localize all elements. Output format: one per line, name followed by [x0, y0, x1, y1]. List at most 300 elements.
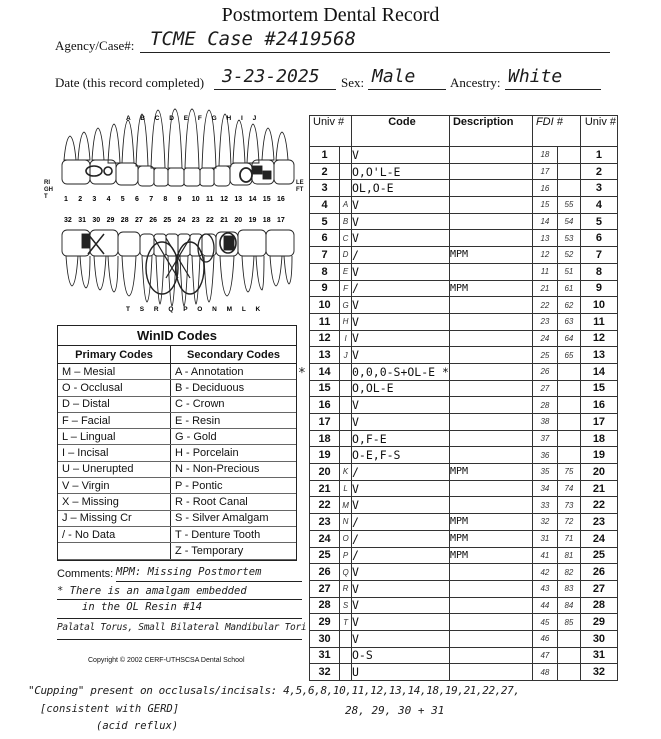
- description-entry[interactable]: [449, 564, 532, 581]
- univ-number: 24: [310, 530, 340, 547]
- univ-number-right: 3: [580, 180, 617, 197]
- code-entry[interactable]: V: [352, 414, 450, 431]
- univ-number-right: 15: [580, 380, 617, 397]
- primary-letter: [340, 397, 352, 414]
- primary-letter: C: [340, 230, 352, 247]
- univ-number-right: 4: [580, 197, 617, 214]
- tooth-row: [310, 547, 618, 564]
- univ-number: 21: [310, 480, 340, 497]
- description-entry[interactable]: [449, 497, 532, 514]
- tooth-number-label: 25: [163, 217, 172, 224]
- fdi-deciduous-number: 73: [557, 497, 580, 514]
- univ-number: 19: [310, 447, 340, 464]
- code-entry[interactable]: V: [352, 580, 450, 597]
- description-entry[interactable]: [449, 597, 532, 614]
- lower-letters: T S R Q P O N M L K: [126, 306, 265, 313]
- comments-underline-2: [57, 599, 302, 600]
- univ-number: 6: [310, 230, 340, 247]
- fdi-deciduous-number: 71: [557, 530, 580, 547]
- univ-number: 8: [310, 263, 340, 280]
- code-entry[interactable]: V: [352, 213, 450, 230]
- primary-letter: [340, 430, 352, 447]
- univ-number-right: 18: [580, 430, 617, 447]
- primary-code: / - No Data: [58, 526, 171, 542]
- description-entry[interactable]: MPM: [449, 247, 532, 264]
- right-side-label: RIGHT: [44, 180, 53, 200]
- fdi-deciduous-number: [557, 363, 580, 380]
- primary-code: D – Distal: [58, 396, 171, 412]
- tooth-row: [310, 614, 618, 631]
- tooth-number-label: 5: [120, 196, 125, 203]
- description-entry[interactable]: [449, 147, 532, 164]
- tooth-record-table: [309, 115, 618, 681]
- univ-number: 22: [310, 497, 340, 514]
- description-entry[interactable]: MPM: [449, 547, 532, 564]
- code-entry[interactable]: /: [352, 280, 450, 297]
- code-entry[interactable]: /: [352, 547, 450, 564]
- univ-number: 5: [310, 213, 340, 230]
- secondary-code: G - Gold: [171, 429, 297, 445]
- sex-underline: [368, 89, 446, 90]
- fdi-number: 28: [532, 397, 557, 414]
- primary-letter: E: [340, 263, 352, 280]
- description-entry[interactable]: [449, 180, 532, 197]
- tooth-row: [310, 330, 618, 347]
- winid-table: [58, 346, 296, 560]
- tooth-row: [310, 464, 618, 481]
- description-entry[interactable]: MPM: [449, 514, 532, 531]
- code-entry[interactable]: V: [352, 564, 450, 581]
- code-entry[interactable]: V: [352, 230, 450, 247]
- tooth-number-label: 2: [78, 196, 83, 203]
- description-entry[interactable]: [449, 363, 532, 380]
- tooth-number-label: 1: [64, 196, 68, 203]
- tooth-number-label: 30: [92, 217, 101, 224]
- secondary-code: Z - Temporary: [171, 543, 297, 559]
- primary-code: V – Virgin: [58, 478, 171, 494]
- primary-letter: N: [340, 514, 352, 531]
- fdi-deciduous-number: [557, 397, 580, 414]
- univ-number: 2: [310, 163, 340, 180]
- univ-number-right: 12: [580, 330, 617, 347]
- code-entry[interactable]: OL,O-E: [352, 180, 450, 197]
- code-entry[interactable]: /: [352, 530, 450, 547]
- fdi-number: 27: [532, 380, 557, 397]
- fdi-number: 22: [532, 297, 557, 314]
- ancestry-value[interactable]: White: [508, 66, 563, 87]
- code-entry[interactable]: V: [352, 397, 450, 414]
- fdi-number: 24: [532, 330, 557, 347]
- tooth-number-label: 12: [220, 196, 228, 203]
- univ-number-right: 30: [580, 630, 617, 647]
- description-entry[interactable]: [449, 313, 532, 330]
- univ-number-right: 29: [580, 614, 617, 631]
- primary-letter: B: [340, 213, 352, 230]
- primary-letter: A: [340, 197, 352, 214]
- primary-letter: G: [340, 297, 352, 314]
- comments-line1[interactable]: MPM: Missing Postmortem: [116, 566, 262, 578]
- tooth-number-label: 4: [106, 196, 111, 203]
- footer-line3[interactable]: (acid reflux): [96, 720, 179, 732]
- primary-letter: I: [340, 330, 352, 347]
- tooth-number-label: 24: [177, 217, 186, 224]
- univ-number-right: 23: [580, 514, 617, 531]
- univ-number-right: 25: [580, 547, 617, 564]
- fdi-deciduous-number: [557, 380, 580, 397]
- primary-letter: [340, 630, 352, 647]
- fdi-deciduous-number: 63: [557, 313, 580, 330]
- tooth-number-label: 15: [262, 196, 271, 203]
- tooth-row: [310, 213, 618, 230]
- primary-code: U – Unerupted: [58, 461, 171, 477]
- univ-number: 26: [310, 564, 340, 581]
- description-entry[interactable]: MPM: [449, 530, 532, 547]
- univ-number-right: 8: [580, 263, 617, 280]
- primary-code: O - Occlusal: [58, 380, 171, 396]
- tooth-number-label: 17: [277, 217, 285, 224]
- description-entry[interactable]: [449, 414, 532, 431]
- comments-line4[interactable]: Palatal Torus, Small Bilateral Mandibular Tori: [57, 622, 307, 633]
- tooth-number-label: 23: [191, 217, 200, 224]
- comments-underline-3: [57, 618, 302, 619]
- sex-label: Sex:: [341, 75, 365, 90]
- comments-line2[interactable]: * There is an amalgam embedded: [57, 585, 247, 597]
- tooth-number-label: 31: [78, 217, 86, 224]
- fdi-deciduous-number: 84: [557, 597, 580, 614]
- univ-number: 4: [310, 197, 340, 214]
- fdi-deciduous-number: 65: [557, 347, 580, 364]
- fdi-deciduous-number: 62: [557, 297, 580, 314]
- winid-row: [58, 543, 296, 559]
- description-entry[interactable]: MPM: [449, 464, 532, 481]
- tooth-row: [310, 313, 618, 330]
- fdi-deciduous-number: [557, 630, 580, 647]
- agency-value[interactable]: TCME Case #2419568: [150, 28, 356, 50]
- tooth-number-label: 16: [277, 196, 285, 203]
- tooth-number-label: 11: [206, 196, 214, 203]
- code-entry[interactable]: 0,0,0-S+OL-E *: [352, 364, 449, 379]
- tooth-row: [310, 280, 618, 297]
- fdi-deciduous-number: [557, 447, 580, 464]
- tooth-row: [310, 497, 618, 514]
- code-entry[interactable]: V: [352, 297, 450, 314]
- fdi-deciduous-number: [557, 147, 580, 164]
- univ-number-right: 28: [580, 597, 617, 614]
- code-entry[interactable]: O-E,F-S: [352, 447, 450, 464]
- description-entry[interactable]: [449, 630, 532, 647]
- univ-number-right: 26: [580, 564, 617, 581]
- code-entry[interactable]: V: [352, 263, 450, 280]
- tooth-row: [310, 530, 618, 547]
- fdi-deciduous-number: 54: [557, 213, 580, 230]
- primary-code: J – Missing Cr: [58, 510, 171, 526]
- fdi-number: 36: [532, 447, 557, 464]
- univ-number-right: 19: [580, 447, 617, 464]
- univ-number: 23: [310, 514, 340, 531]
- tooth-row: [310, 664, 618, 681]
- tooth-row: [310, 514, 618, 531]
- tooth-row: [310, 197, 618, 214]
- tooth-number-label: 29: [106, 217, 115, 224]
- code-header: Code: [352, 116, 450, 147]
- comments-underline-4: [57, 639, 302, 640]
- primary-code: I – Incisal: [58, 445, 171, 461]
- univ-number-right: 14: [580, 363, 617, 380]
- description-entry[interactable]: [449, 330, 532, 347]
- tooth-row: [310, 430, 618, 447]
- univ-number-right: 17: [580, 414, 617, 431]
- description-entry[interactable]: [449, 480, 532, 497]
- univ-number-right: 1: [580, 147, 617, 164]
- code-entry[interactable]: V: [352, 347, 450, 364]
- code-entry[interactable]: V: [352, 313, 450, 330]
- secondary-code: H - Porcelain: [171, 445, 297, 461]
- code-entry[interactable]: /: [352, 514, 450, 531]
- tooth-row: [310, 580, 618, 597]
- univ-number: 12: [310, 330, 340, 347]
- tooth-row: [310, 180, 618, 197]
- primary-letter: L: [340, 480, 352, 497]
- univ-number: 25: [310, 547, 340, 564]
- tooth-row: [310, 247, 618, 264]
- univ-number-right: 6: [580, 230, 617, 247]
- tooth-number-label: 27: [135, 217, 143, 224]
- univ-number-right: 10: [580, 297, 617, 314]
- tooth-number-label: 3: [92, 196, 97, 203]
- winid-row: [58, 510, 296, 526]
- primary-code: [58, 543, 171, 559]
- fdi-number: 35: [532, 464, 557, 481]
- univ-number-right: 16: [580, 397, 617, 414]
- tooth-row: [310, 147, 618, 164]
- fdi-number: 18: [532, 147, 557, 164]
- primary-code: L – Lingual: [58, 429, 171, 445]
- description-entry[interactable]: [449, 664, 532, 681]
- description-entry[interactable]: [449, 347, 532, 364]
- fdi-number: 41: [532, 547, 557, 564]
- secondary-code: E - Resin: [171, 412, 297, 428]
- description-entry[interactable]: [449, 263, 532, 280]
- footer-line1[interactable]: "Cupping" present on occlusals/incisals: 4,5,6,8,10,11,12,13,14,18,19,21,22,27,: [28, 684, 520, 697]
- fdi-deciduous-number: [557, 414, 580, 431]
- description-entry[interactable]: [449, 297, 532, 314]
- fdi-number: 43: [532, 580, 557, 597]
- univ-number-right: 20: [580, 464, 617, 481]
- agency-label: Agency/Case#:: [55, 38, 135, 53]
- univ-number: 9: [310, 280, 340, 297]
- tooth-number-label: 28: [120, 217, 129, 224]
- tooth-row: [310, 397, 618, 414]
- date-underline: [214, 89, 336, 90]
- fdi-number: 32: [532, 514, 557, 531]
- univ-header: Univ #: [310, 116, 352, 147]
- date-value[interactable]: 3-23-2025: [222, 66, 320, 87]
- code-entry[interactable]: V: [352, 330, 450, 347]
- winid-row: [58, 494, 296, 510]
- tooth-row: [310, 347, 618, 364]
- primary-letter: [340, 147, 352, 164]
- tooth-row: [310, 297, 618, 314]
- fdi-deciduous-number: 53: [557, 230, 580, 247]
- fdi-number: 37: [532, 430, 557, 447]
- code-entry[interactable]: V: [352, 497, 450, 514]
- fdi-deciduous-number: [557, 647, 580, 664]
- winid-row: [58, 445, 296, 461]
- primary-letter: Q: [340, 564, 352, 581]
- univ-number: 32: [310, 664, 340, 681]
- code-entry[interactable]: V: [352, 630, 450, 647]
- code-entry[interactable]: V: [352, 147, 450, 164]
- code-entry[interactable]: O,OL-E: [352, 380, 450, 397]
- tooth-row: [310, 163, 618, 180]
- secondary-code: R - Root Canal: [171, 494, 297, 510]
- comments-label: Comments:: [57, 568, 114, 580]
- fdi-number: 38: [532, 414, 557, 431]
- winid-row: [58, 526, 296, 542]
- description-entry[interactable]: [449, 614, 532, 631]
- secondary-code: S - Silver Amalgam: [171, 510, 297, 526]
- footer-line2[interactable]: [consistent with GERD]: [40, 703, 180, 715]
- comments-line3[interactable]: in the OL Resin #14: [82, 601, 203, 613]
- footer-line2b[interactable]: 28, 29, 30 + 31: [345, 704, 445, 717]
- fdi-number: 16: [532, 180, 557, 197]
- winid-row: [58, 396, 296, 412]
- fdi-number: 26: [532, 363, 557, 380]
- description-entry[interactable]: [449, 430, 532, 447]
- tooth-number-label: 14: [248, 196, 257, 203]
- description-entry[interactable]: [449, 647, 532, 664]
- description-header: Description: [449, 116, 532, 147]
- fdi-deciduous-number: 61: [557, 280, 580, 297]
- fdi-number: 45: [532, 614, 557, 631]
- fdi-number: 23: [532, 313, 557, 330]
- upper-letters: A B C D E F G H I J: [126, 115, 261, 122]
- lower-tooth-numbers: [64, 217, 285, 224]
- primary-letter: D: [340, 247, 352, 264]
- primary-letter: [340, 363, 352, 380]
- fdi-number: 21: [532, 280, 557, 297]
- primary-letter: [340, 647, 352, 664]
- fdi-deciduous-number: [557, 430, 580, 447]
- tooth-number-label: 9: [177, 196, 182, 203]
- winid-row: [58, 429, 296, 445]
- left-side-label: LEFT: [296, 180, 304, 193]
- code-entry[interactable]: V: [352, 197, 450, 214]
- code-entry[interactable]: O,F-E: [352, 430, 450, 447]
- code-entry[interactable]: /: [352, 247, 450, 264]
- winid-codes-box: [57, 325, 297, 561]
- description-entry[interactable]: [449, 197, 532, 214]
- fdi-number: 33: [532, 497, 557, 514]
- primary-code: F – Facial: [58, 412, 171, 428]
- primary-letter: M: [340, 497, 352, 514]
- univ-number: 3: [310, 180, 340, 197]
- univ-number-right: 7: [580, 247, 617, 264]
- description-entry[interactable]: [449, 447, 532, 464]
- univ-number-right: 9: [580, 280, 617, 297]
- primary-letter: O: [340, 530, 352, 547]
- tooth-row: [310, 597, 618, 614]
- fdi-number: 44: [532, 597, 557, 614]
- ancestry-label: Ancestry:: [450, 75, 501, 90]
- tooth-row: [310, 447, 618, 464]
- tooth-row: [310, 380, 618, 397]
- primary-code: X – Missing: [58, 494, 171, 510]
- secondary-code: N - Non-Precious: [171, 461, 297, 477]
- secondary-code: C - Crown: [171, 396, 297, 412]
- tooth-row: [310, 564, 618, 581]
- description-entry[interactable]: MPM: [449, 280, 532, 297]
- description-entry[interactable]: [449, 213, 532, 230]
- fdi-number: 17: [532, 163, 557, 180]
- description-entry[interactable]: [449, 397, 532, 414]
- univ-number-right: 22: [580, 497, 617, 514]
- primary-letter: P: [340, 547, 352, 564]
- code-entry[interactable]: O,O'L-E: [352, 163, 450, 180]
- fdi-deciduous-number: 72: [557, 514, 580, 531]
- code-entry[interactable]: O-S: [352, 647, 450, 664]
- fdi-number: 12: [532, 247, 557, 264]
- primary-letter: [340, 447, 352, 464]
- dental-chart: [56, 108, 296, 318]
- primary-codes-header: Primary Codes: [58, 346, 171, 364]
- fdi-deciduous-number: 83: [557, 580, 580, 597]
- winid-title: WinID Codes: [58, 326, 296, 346]
- tooth-row: [310, 363, 618, 380]
- tooth-number-label: 10: [191, 196, 200, 203]
- code-entry[interactable]: V: [352, 480, 450, 497]
- comments-underline-1: [116, 581, 302, 582]
- winid-row: [58, 364, 296, 380]
- secondary-codes-header: Secondary Codes: [171, 346, 297, 364]
- description-entry[interactable]: [449, 230, 532, 247]
- univ-number: 28: [310, 597, 340, 614]
- winid-row: [58, 412, 296, 428]
- code-entry[interactable]: V: [352, 597, 450, 614]
- primary-letter: [340, 180, 352, 197]
- tooth-number-label: 20: [234, 217, 243, 224]
- primary-letter: H: [340, 313, 352, 330]
- fdi-deciduous-number: [557, 664, 580, 681]
- univ-number: 16: [310, 397, 340, 414]
- univ-number: 27: [310, 580, 340, 597]
- fdi-number: 31: [532, 530, 557, 547]
- tooth-number-label: 6: [135, 196, 139, 203]
- tooth-number-label: 32: [64, 217, 72, 224]
- univ-number-right: 31: [580, 647, 617, 664]
- univ-number: 15: [310, 380, 340, 397]
- code-entry[interactable]: U: [352, 664, 450, 681]
- tooth-row: [310, 263, 618, 280]
- description-entry[interactable]: [449, 380, 532, 397]
- primary-letter: R: [340, 580, 352, 597]
- winid-row: [58, 380, 296, 396]
- description-entry[interactable]: [449, 163, 532, 180]
- tooth-number-label: 18: [262, 217, 271, 224]
- fdi-deciduous-number: 51: [557, 263, 580, 280]
- univ-number: 18: [310, 430, 340, 447]
- fdi-deciduous-number: 82: [557, 564, 580, 581]
- fdi-header: FDI #: [532, 116, 580, 147]
- code-entry[interactable]: V: [352, 614, 450, 631]
- description-entry[interactable]: [449, 580, 532, 597]
- univ-number-right: 27: [580, 580, 617, 597]
- fdi-number: 47: [532, 647, 557, 664]
- fdi-deciduous-number: 55: [557, 197, 580, 214]
- sex-value[interactable]: Male: [372, 66, 416, 87]
- code-entry[interactable]: /: [352, 464, 450, 481]
- univ-number: 30: [310, 630, 340, 647]
